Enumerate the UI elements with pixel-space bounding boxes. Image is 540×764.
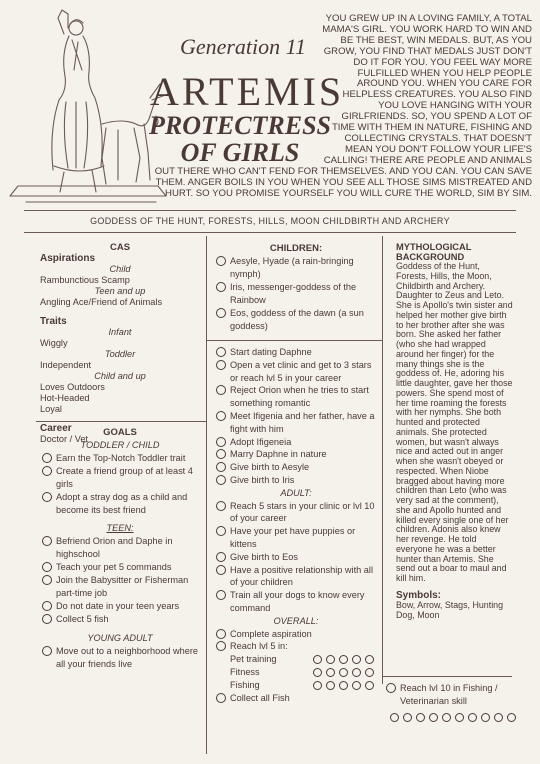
progress-dot[interactable] [313,655,322,664]
progress-dot[interactable] [429,713,438,722]
story-text: YOU GREW UP IN A LOVING FAMILY, A TOTAL MAMA'S GIRL. YOU WORK HARD TO WIN AND BE THE BEST, WIN MEDALS. BUT, AS YOU GROW, YOU FIND THAT MEDALS JUST DON'T DO IT FOR YOU. YOU FEEL WAY MORE FULFILLED WHEN YOU HELP PEOPLE AROUND YOU. WHEN YOU CARE FOR HELPLESS CREATURES. YOU ALSO FIND YOU LOVE HANGING WITH YOUR GIRLFRIENDS. SO, YOU SPEND A LOT OF TIME WITH THEM IN NATURE, FISHING AND COLLECTING CRYSTALS. THAT DOESN'T MEAN YOU DON'T FOLLOW YOUR LIFE'S CALLING! THERE ARE PEOPLE AND ANIMALS OUT THERE WHO CAN'T FEND FOR THEMSELVES. AND YOU CAN. YOU CAN SAVE THEM. ANGER BOILS IN YOU WHEN YOU SEE ALL THOSE SIMS MISTREATED AND HURT. SO YOU PROMISE YOURSELF YOU WILL CURE THE WORLD, SIM BY SIM. [154,13,532,199]
goal-checkbox-item[interactable]: Collect 5 fish [40,613,200,626]
progress-dot[interactable] [326,668,335,677]
goddess-tagline: GODDESS OF THE HUNT, FORESTS, HILLS, MOON CHILDBIRTH AND ARCHERY [90,216,450,226]
goal-checkbox-item[interactable]: Reach 5 stars in your clinic or lvl 10 of your career [214,500,378,526]
young-adult-label: YOUNG ADULT [87,633,153,643]
progress-dot[interactable] [326,681,335,690]
overall-label: OVERALL: [273,615,319,626]
skill-dots[interactable] [313,666,378,679]
child-checkbox-item[interactable]: Eos, goddess of the dawn (a sun goddess) [214,307,378,333]
progress-dot[interactable] [326,655,335,664]
generation-title: Generation 11 [179,34,307,59]
progress-dot[interactable] [339,655,348,664]
mythology-text: Goddess of the Hunt, Forests, Hills, the Moon, Childbirth and Archery. Daughter to Zeus and Leto. She is Apollo's twin sister and helped her mother give birth to her brother after she was born. She asked her father (who she had wrapped around her finger) for the many things she is the goddess of. He, adoring his little daughter, gave her those powers. She spend most of her time roaming the forests with her nymphs. She both hunted and protected animals. She protected women, but wasn't always nice and acted out in anger when she wasn't obeyed or respected. When Niobe bragged about having more children than Leto (who was very sad at the comment), she and Apollo hunted and killed every single one of her children. Adonis also knew her revenge. He told everyone he was a better hunter than Artemis. She send out a boar to maul and kill him. [396,261,513,583]
teen-label: TEEN: [106,523,134,533]
goal-checkbox-item[interactable]: Marry Daphne in nature [214,448,378,461]
goal-checkbox-item[interactable]: Give birth to Aesyle [214,461,378,474]
final-goal-dots[interactable] [384,711,520,724]
trait-stage: Toddler [104,349,136,359]
adult-label: ADULT: [280,487,312,498]
aspiration-value: Angling Ace/Friend of Animals [40,297,163,307]
trait-stage: Infant [108,327,132,337]
goal-checkbox-item[interactable]: Open a vet clinic and get to 3 stars or reach lvl 5 in your career [214,359,378,385]
progress-dot[interactable] [468,713,477,722]
tagline-top-divider [24,210,516,211]
skill-row [214,666,378,679]
cas-section [40,242,200,445]
progress-dot[interactable] [365,655,374,664]
skill-row [214,653,378,666]
final-goal-section [384,682,538,724]
goal-checkbox-item[interactable]: Move out to a neighborhood where all your friends live [40,645,200,671]
progress-dot[interactable] [313,681,322,690]
symbols-value: Bow, Arrow, Stags, Hunting Dog, Moon [396,599,504,620]
progress-dot[interactable] [313,668,322,677]
aspiration-stage: Child [109,264,131,274]
progress-dot[interactable] [352,681,361,690]
heir-name: ARTEMIS [150,69,345,114]
toddler-child-label: TODDLER / CHILD [80,440,160,450]
aspirations-label: Aspirations [40,253,96,264]
trait-value: Independent [40,360,92,370]
trait-stage: Child and up [94,371,146,381]
goal-checkbox-item[interactable]: Start dating Daphne [214,346,378,359]
goal-checkbox-item[interactable]: Have a positive relationship with all of your children [214,564,378,590]
progress-dot[interactable] [442,713,451,722]
progress-dot[interactable] [352,655,361,664]
progress-dot[interactable] [365,681,374,690]
myth-final-divider [382,676,512,677]
trait-value: Loves Outdoors [40,382,105,392]
goals-section [40,426,200,671]
goal-checkbox-item[interactable]: Adopt a stray dog as a child and become its best friend [40,491,200,517]
goal-checkbox-item[interactable]: Have your pet have puppies or kittens [214,525,378,551]
skill-dots[interactable] [313,653,378,666]
goal-checkbox-item[interactable]: Join the Babysitter or Fisherman part-time job [40,574,200,600]
aspiration-value: Rambunctious Scamp [40,275,130,285]
column-divider-right [382,236,383,684]
child-checkbox-item[interactable]: Iris, messenger-goddess of the Rainbow [214,281,378,307]
career-label: Career [40,423,72,434]
progress-dot[interactable] [494,713,503,722]
goal-checkbox-item[interactable]: Complete aspiration [214,628,378,641]
tagline-bottom-divider [24,232,516,233]
goals-heading: GOALS [103,427,137,438]
career-value: Doctor / Vet [40,434,89,444]
goal-checkbox-item[interactable]: Earn the Top-Notch Toddler trait [40,452,200,465]
goal-checkbox-item[interactable]: Train all your dogs to know every command [214,589,378,615]
goal-checkbox-item[interactable]: Give birth to Eos [214,551,378,564]
adult-goals-section [214,346,378,704]
subtitle-line-1: PROTECTRESS [148,111,332,140]
trait-value: Loyal [40,404,62,414]
skill-name: Fitness [230,666,260,677]
children-section [214,242,378,333]
aspiration-stage: Teen and up [94,286,146,296]
progress-dot[interactable] [507,713,516,722]
goal-checkbox-item[interactable]: Do not date in your teen years [40,600,200,613]
skill-name: Pet training [230,654,277,665]
trait-value: Hot-Headed [40,393,90,403]
progress-dot[interactable] [416,713,425,722]
goal-checkbox-item[interactable]: Reject Orion when he tries to start something romantic [214,384,378,410]
progress-dot[interactable] [365,668,374,677]
skill-row [214,679,378,692]
column-divider-left [206,236,207,754]
progress-dot[interactable] [403,713,412,722]
traits-label: Traits [40,316,67,327]
symbols-label: Symbols: [396,589,442,601]
reach-level-label[interactable]: Reach lvl 5 in: [214,640,378,653]
goal-checkbox-item[interactable]: Give birth to Iris [214,474,378,487]
progress-dot[interactable] [481,713,490,722]
cas-heading: CAS [109,242,131,253]
goal-checkbox-item[interactable]: Reach lvl 10 in Fishing / Veterinarian skill [384,682,538,708]
goal-checkbox-item[interactable]: Teach your pet 5 commands [40,561,200,574]
skill-name: Fishing [230,679,260,690]
children-goals-divider [206,340,382,341]
goal-checkbox-item[interactable]: Adopt Ifigeneia [214,436,378,449]
goal-checkbox-item[interactable]: Meet Ifigenia and her father, have a fight with him [214,410,378,436]
trait-value: Wiggly [40,338,68,348]
progress-dot[interactable] [339,681,348,690]
subtitle-line-2: OF GIRLS [180,138,300,167]
children-heading: CHILDREN: [269,243,323,254]
progress-dot[interactable] [390,713,399,722]
progress-dot[interactable] [352,668,361,677]
progress-dot[interactable] [339,668,348,677]
child-checkbox-item[interactable]: Aesyle, Hyade (a rain-bringing nymph) [214,255,378,281]
skill-dots[interactable] [313,679,378,692]
story-paragraph [136,14,532,199]
goal-checkbox-item[interactable]: Create a friend group of at least 4 girls [40,465,200,491]
goal-checkbox-item[interactable]: Befriend Orion and Daphe in highschool [40,535,200,561]
mythology-section [396,242,514,620]
progress-dot[interactable] [455,713,464,722]
goal-checkbox-item[interactable]: Collect all Fish [214,692,378,705]
header [0,0,540,205]
mythology-heading: MYTHOLOGICAL BACKGROUND [396,242,472,262]
